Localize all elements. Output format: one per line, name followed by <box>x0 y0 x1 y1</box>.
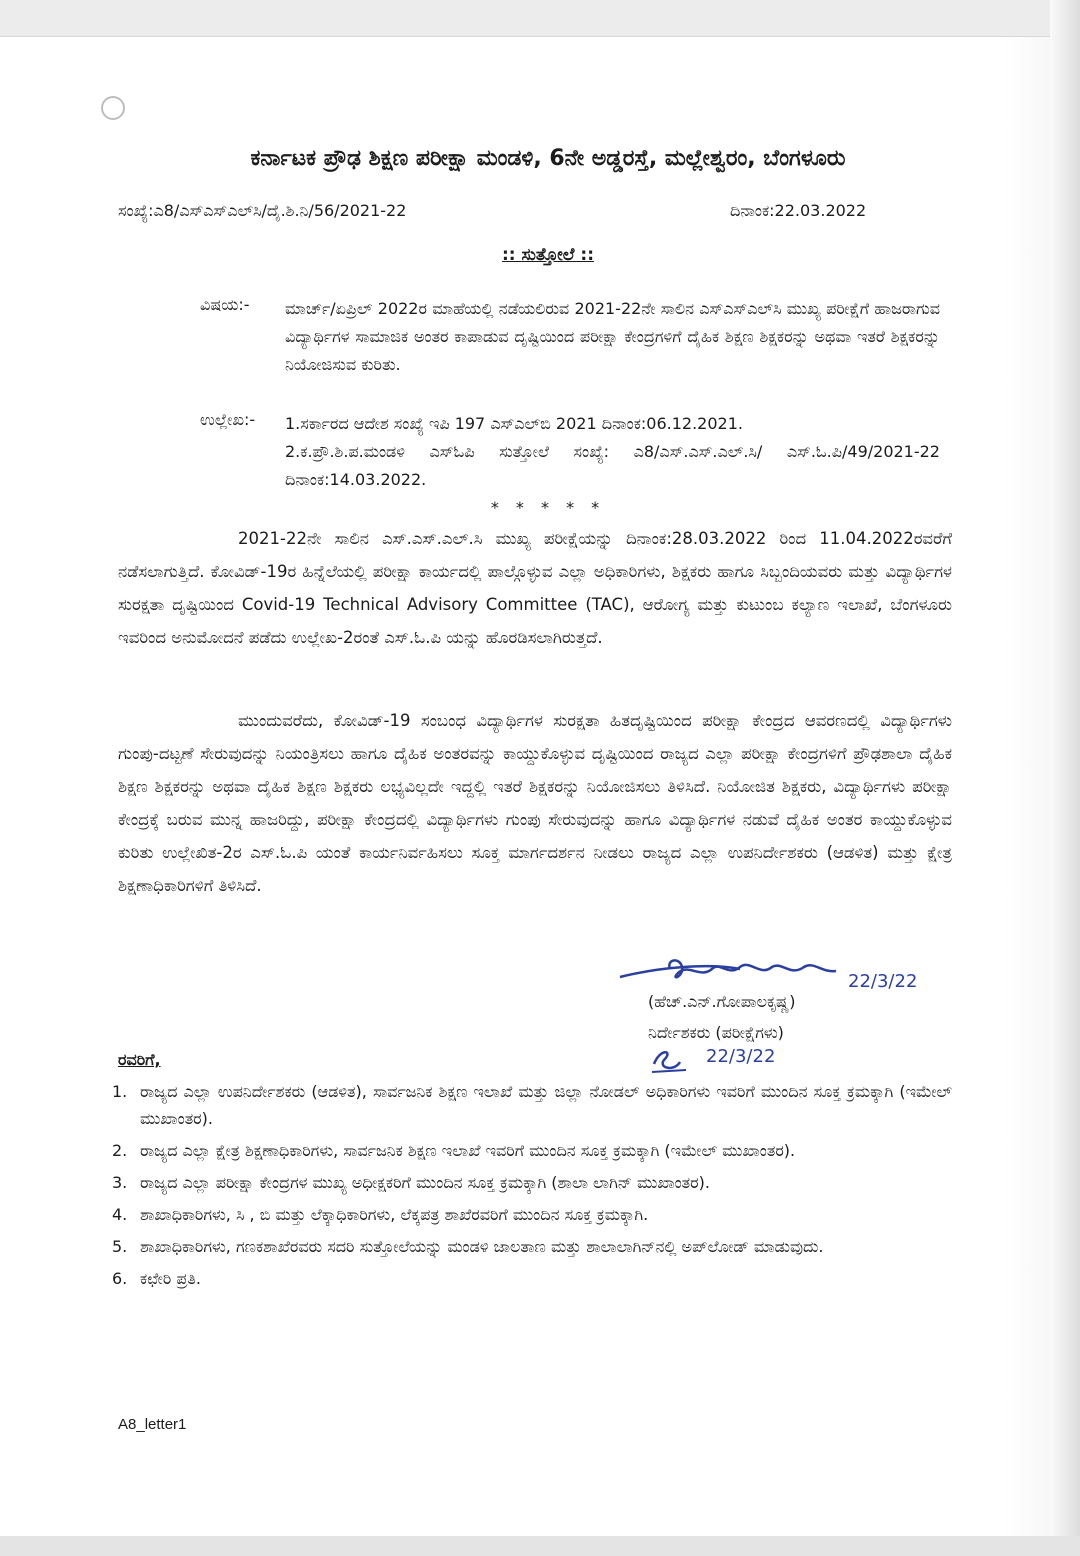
list-item <box>112 1137 952 1164</box>
circular-heading: :: ಸುತ್ತೋಲೆ :: <box>501 245 595 265</box>
scan-bottom-edge <box>0 1536 1080 1556</box>
list-item-text: ಶಾಖಾಧಿಕಾರಿಗಳು, ಸಿ , ಬಿ ಮತ್ತು ಲೆಕ್ಕಾಧಿಕಾರಿಗಳು, ಲೆಕ್ಕಪತ್ರ ಶಾಖೆರವರಿಗೆ ಮುಂದಿನ ಸೂಕ್ತ ಕ್ರಮಕ್ಕಾಗಿ. <box>140 1205 649 1224</box>
list-item <box>112 1169 952 1196</box>
list-item-number: 4. <box>112 1205 128 1224</box>
reference-number: ಸಂಖ್ಯೆ:ಎ8/ಎಸ್ಎಸ್ಎಲ್‌ಸಿ/ದೈ.ಶಿ.ನಿ/56/2021-22 <box>118 201 407 220</box>
distribution-list <box>112 1078 952 1297</box>
list-item <box>112 1078 952 1132</box>
initials-mark <box>650 1038 870 1078</box>
initials-date: 22/3/22 <box>706 1046 776 1067</box>
file-reference-footer: A8_letter1 <box>118 1416 187 1433</box>
signature-date: 22/3/22 <box>848 971 918 992</box>
list-item-text: ರಾಜ್ಯದ ಎಲ್ಲಾ ಕ್ಷೇತ್ರ ಶಿಕ್ಷಣಾಧಿಕಾರಿಗಳು, ಸಾರ್ವಜನಿಕ ಶಿಕ್ಷಣ ಇಲಾಖೆ ಇವರಿಗೆ ಮುಂದಿನ ಸೂಕ್ತ ಕ್ರಮಕ್ಕಾಗಿ (ಇಮೇಲ್ ಮುಖಾಂತರ). <box>140 1141 796 1160</box>
reference-item-1: 1.ಸರ್ಕಾರದ ಆದೇಶ ಸಂಖ್ಯೆ ಇಪಿ 197 ಎಸ್‌ಎಲ್‌ಬಿ 2021 ದಿನಾಂಕ:06.12.2021. <box>285 414 743 433</box>
list-item-number: 1. <box>112 1082 128 1101</box>
signatory-designation: ನಿರ್ದೇಶಕರು (ಪರೀಕ್ಷೆಗಳು) <box>648 1023 784 1042</box>
list-item-number: 6. <box>112 1269 128 1288</box>
reference-item-2: 2.ಕ.ಪ್ರೌ.ಶಿ.ಪ.ಮಂಡಳಿ ಎಸ್‌ಓಪಿ ಸುತ್ತೋಲೆ ಸಂಖ್ಯೆ: ಎ8/ಎಸ್.ಎಸ್.ಎಲ್.ಸಿ/ ಎಸ್.ಓ.ಪಿ/49/2021-22 ದಿನಾಂಕ:14.03.2022. <box>285 442 940 489</box>
list-item <box>112 1201 952 1228</box>
body-paragraph-2: ಮುಂದುವರೆದು, ಕೋವಿಡ್-19 ಸಂಬಂಧ ವಿದ್ಯಾರ್ಥಿಗಳ ಸುರಕ್ಷತಾ ಹಿತದೃಷ್ಟಿಯಿಂದ ಪರೀಕ್ಷಾ ಕೇಂದ್ರದ ಆವರಣದಲ್ಲಿ ವಿದ್ಯಾರ್ಥಿಗಳು ಗುಂಪು-ದಟ್ಟಣೆ ಸೇರುವುದನ್ನು ನಿಯಂತ್ರಿಸಲು ಹಾಗೂ ದೈಹಿಕ ಅಂತರವನ್ನು ಕಾಯ್ದುಕೊಳ್ಳುವ ದೃಷ್ಟಿಯಿಂದ ರಾಜ್ಯದ ಎಲ್ಲಾ ಪರೀಕ್ಷಾ ಕೇಂದ್ರಗಳಿಗೆ ಪ್ರೌಢಶಾಲಾ ದೈಹಿಕ ಶಿಕ್ಷಣ ಶಿಕ್ಷಕರನ್ನು ಅಥವಾ ದೈಹಿಕ ಶಿಕ್ಷಣ ಶಿಕ್ಷಕರು ಲಭ್ಯವಿಲ್ಲದೇ ಇದ್ದಲ್ಲಿ ಇತರೆ ಶಿಕ್ಷಕರನ್ನು ನಿಯೋಜಿಸಲು ತಿಳಿಸಿದೆ. ನಿಯೋಜಿತ ಶಿಕ್ಷಕರು, ವಿದ್ಯಾರ್ಥಿಗಳು ಪರೀಕ್ಷಾ ಕೇಂದ್ರಕ್ಕೆ ಬರುವ ಮುನ್ನ ಹಾಜರಿದ್ದು, ಪರೀಕ್ಷಾ ಕೇಂದ್ರದಲ್ಲಿ ವಿದ್ಯಾರ್ಥಿಗಳು ಗುಂಪು ಸೇರುವುದನ್ನು ಹಾಗೂ ವಿದ್ಯಾರ್ಥಿಗಳ ನಡುವೆ ದೈಹಿಕ ಅಂತರ ಕಾಯ್ದುಕೊಳ್ಳುವ ಕುರಿತು ಉಲ್ಲೇಖಿತ-2ರ ಎಸ್.ಓ.ಪಿ ಯಂತೆ ಕಾರ್ಯನಿರ್ವಹಿಸಲು ಸೂಕ್ತ ಮಾರ್ಗದರ್ಶನ ನೀಡಲು ರಾಜ್ಯದ ಎಲ್ಲಾ ಉಪನಿರ್ದೇಶಕರು (ಆಡಳಿತ) ಮತ್ತು ಕ್ಷೇತ್ರ ಶಿಕ್ಷಣಾಧಿಕಾರಿಗಳಿಗೆ ತಿಳಿಸಿದೆ. <box>118 711 952 895</box>
signatory-name: (ಹೆಚ್.ಎನ್.ಗೋಪಾಲಕೃಷ್ಣ) <box>648 992 796 1011</box>
list-item-number: 5. <box>112 1237 128 1256</box>
list-item <box>112 1265 952 1292</box>
list-item-text: ಕಛೇರಿ ಪ್ರತಿ. <box>140 1269 201 1288</box>
scan-top-edge <box>0 0 1080 37</box>
list-item <box>112 1233 952 1260</box>
reference-label: ಉಲ್ಲೇಖ:- <box>200 410 256 429</box>
office-title: ಕರ್ನಾಟಕ ಪ್ರೌಢ ಶಿಕ್ಷಣ ಪರೀಕ್ಷಾ ಮಂಡಳಿ, 6ನೇ ಅಡ್ಡರಸ್ತೆ, ಮಲ್ಲೇಶ್ವರಂ, ಬೆಂಗಳೂರು <box>250 146 846 171</box>
body-paragraph-1: 2021-22ನೇ ಸಾಲಿನ ಎಸ್.ಎಸ್.ಎಲ್.ಸಿ ಮುಖ್ಯ ಪರೀಕ್ಷೆಯನ್ನು ದಿನಾಂಕ:28.03.2022 ರಿಂದ 11.04.2022ರವರೆಗೆ ನಡೆಸಲಾಗುತ್ತಿದೆ. ಕೋವಿಡ್-19ರ ಹಿನ್ನೆಲೆಯಲ್ಲಿ ಪರೀಕ್ಷಾ ಕಾರ್ಯದಲ್ಲಿ ಪಾಲ್ಗೊಳ್ಳುವ ಎಲ್ಲಾ ಅಧಿಕಾರಿಗಳು, ಶಿಕ್ಷಕರು ಹಾಗೂ ಸಿಬ್ಬಂದಿಯವರು ಮತ್ತು ವಿದ್ಯಾರ್ಥಿಗಳ ಸುರಕ್ಷತಾ ದೃಷ್ಟಿಯಿಂದ Covid-19 Technical Advisory Committee (TAC), ಆರೋಗ್ಯ ಮತ್ತು ಕುಟುಂಬ ಕಲ್ಯಾಣ ಇಲಾಖೆ, ಬೆಂಗಳೂರು ಇವರಿಂದ ಅನುಮೋದನೆ ಪಡೆದು ಉಲ್ಲೇಖ-2ರಂತೆ ಎಸ್.ಓ.ಪಿ ಯನ್ನು ಹೊರಡಿಸಲಾಗಿರುತ್ತದೆ. <box>118 529 952 647</box>
separator-stars: * * * * * <box>490 498 606 517</box>
list-item-text: ರಾಜ್ಯದ ಎಲ್ಲಾ ಪರೀಕ್ಷಾ ಕೇಂದ್ರಗಳ ಮುಖ್ಯ ಅಧೀಕ್ಷಕರಿಗೆ ಮುಂದಿನ ಸೂಕ್ತ ಕ್ರಮಕ್ಕಾಗಿ (ಶಾಲಾ ಲಾಗಿನ್ ಮುಖಾಂತರ). <box>140 1173 710 1192</box>
list-item-number: 2. <box>112 1141 128 1160</box>
punch-hole-icon <box>101 96 125 120</box>
list-item-number: 3. <box>112 1173 128 1192</box>
list-item-text: ಶಾಖಾಧಿಕಾರಿಗಳು, ಗಣಕಶಾಖೆರವರು ಸದರಿ ಸುತ್ತೋಲೆಯನ್ನು ಮಂಡಳಿ ಜಾಲತಾಣ ಮತ್ತು ಶಾಲಾಲಾಗಿನ್‌ನಲ್ಲಿ ಅಪ್‌ಲೋಡ್ ಮಾಡುವುದು. <box>140 1237 824 1256</box>
list-item-text: ರಾಜ್ಯದ ಎಲ್ಲಾ ಉಪನಿರ್ದೇಶಕರು (ಆಡಳಿತ), ಸಾರ್ವಜನಿಕ ಶಿಕ್ಷಣ ಇಲಾಖೆ ಮತ್ತು ಜಿಲ್ಲಾ ನೋಡಲ್ ಅಧಿಕಾರಿಗಳು ಇವರಿಗೆ ಮುಂದಿನ ಸೂಕ್ತ ಕ್ರಮಕ್ಕಾಗಿ (ಇಮೇಲ್ ಮುಖಾಂತರ). <box>140 1082 952 1128</box>
subject-text: ಮಾರ್ಚ್/ಏಪ್ರಿಲ್ 2022ರ ಮಾಹೆಯಲ್ಲಿ ನಡೆಯಲಿರುವ 2021-22ನೇ ಸಾಲಿನ ಎಸ್ಎಸ್ಎಲ್‌ಸಿ ಮುಖ್ಯ ಪರೀಕ್ಷೆಗೆ ಹಾಜರಾಗುವ ವಿದ್ಯಾರ್ಥಿಗಳ ಸಾಮಾಜಿಕ ಅಂತರ ಕಾಪಾಡುವ ದೃಷ್ಟಿಯಿಂದ ಪರೀಕ್ಷಾ ಕೇಂದ್ರಗಳಿಗೆ ದೈಹಿಕ ಶಿಕ್ಷಣ ಶಿಕ್ಷಕರನ್ನು ಅಥವಾ ಇತರೆ ಶಿಕ್ಷಕರನ್ನು ನಿಯೋಜಿಸುವ ಕುರಿತು. <box>285 299 940 374</box>
letter-date: ದಿನಾಂಕ:22.03.2022 <box>730 201 867 220</box>
distribution-heading: ರವರಿಗೆ, <box>118 1050 161 1069</box>
subject-label: ವಿಷಯ:- <box>200 295 250 314</box>
scan-right-edge <box>1050 0 1080 1556</box>
